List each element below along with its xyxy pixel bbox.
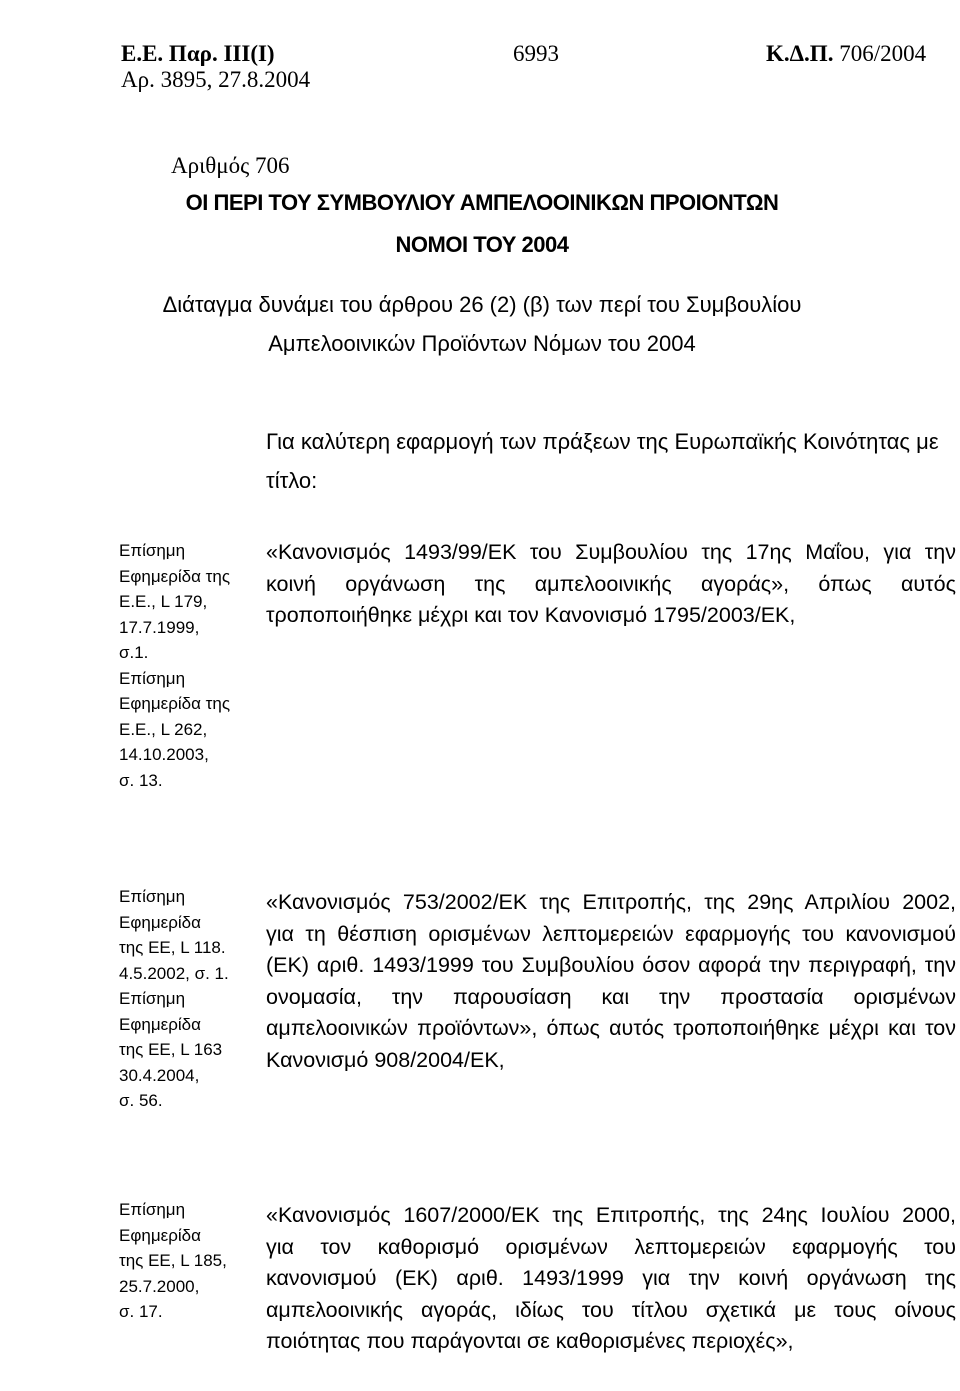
note-line: Επίσημη bbox=[119, 887, 186, 906]
note-line: Επίσημη bbox=[119, 1200, 186, 1219]
paragraph-line: ποιότητας που παράγονται σε καθορισμένες περιοχές», bbox=[266, 1329, 794, 1353]
margin-note-2 bbox=[119, 884, 259, 1114]
regulation-paragraph-3 bbox=[266, 1200, 956, 1358]
note-line: 17.7.1999, bbox=[119, 617, 200, 637]
note-line: Επίσημη bbox=[119, 541, 186, 560]
note-line: Εφημερίδα bbox=[119, 912, 201, 932]
note-line: 30.4.2004, bbox=[119, 1065, 200, 1085]
intro-line-1: Για καλύτερη εφαρμογή των πράξεων της Ευρωπαϊκής Κοινότητας με bbox=[266, 429, 939, 454]
paragraph-line: «Κανονισμός 1493/99/ΕΚ του Συμβουλίου της 17ης Μαΐου, για την bbox=[266, 540, 956, 564]
note-line: της ΕΕ, L 185, bbox=[119, 1251, 227, 1270]
gazette-reference: Ε.Ε. Παρ. III(I) bbox=[121, 41, 275, 66]
kdp-prefix: Κ.Δ.Π. bbox=[766, 41, 834, 66]
paragraph-line: για τον καθορισμό ορισμένων λεπτομερειών εφαρμογής του bbox=[266, 1234, 956, 1259]
note-line: σ. 13. bbox=[119, 770, 163, 790]
note-line: σ.1. bbox=[119, 643, 149, 662]
note-line: 4.5.2002, σ. 1. bbox=[119, 963, 229, 983]
note-line: Ε.Ε., L 179, bbox=[119, 592, 208, 611]
paragraph-line: αμπελοοινικών προϊόντων», όπως αυτός τροποποιήθηκε μέχρι και τον bbox=[266, 1016, 956, 1040]
note-line: Επίσημη bbox=[119, 989, 186, 1008]
paragraph-line: ονομασία, την παρουσίαση και την προστασία ορισμένων bbox=[266, 984, 956, 1009]
note-line: Ε.Ε., L 262, bbox=[119, 719, 208, 739]
page-number: 6993 bbox=[513, 41, 559, 66]
decree-title-line-1: Διάταγμα δυνάμει του άρθρου 26 (2) (β) των περί του Συμβουλίου bbox=[162, 292, 802, 317]
paragraph-line: (ΕΚ) αριθ. 1493/1999 του Συμβουλίου όσον αφορά την περιγραφή, την bbox=[266, 953, 956, 977]
note-line: της ΕΕ, L 118. bbox=[119, 938, 226, 957]
margin-note-3 bbox=[119, 1197, 259, 1325]
note-line: Εφημερίδα bbox=[119, 1225, 201, 1245]
note-line: Επίσημη bbox=[119, 668, 186, 688]
law-title-line-2: ΝΟΜΟΙ ΤΟΥ 2004 bbox=[395, 232, 569, 257]
kdp-reference bbox=[766, 40, 926, 68]
issue-reference: Αρ. 3895, 27.8.2004 bbox=[121, 67, 311, 92]
note-line: 14.10.2003, bbox=[119, 745, 209, 764]
paragraph-line: αμπελοοινικής αγοράς, ιδίως του τίτλου σχετικά με τους οίνους bbox=[266, 1297, 956, 1322]
note-line: Εφημερίδα της bbox=[119, 566, 231, 586]
decree-number: Αριθμός 706 bbox=[171, 153, 290, 178]
regulation-paragraph-1 bbox=[266, 537, 956, 632]
note-line: της ΕΕ, L 163 bbox=[119, 1040, 223, 1059]
kdp-number: 706/2004 bbox=[839, 41, 927, 66]
note-line: Εφημερίδα της bbox=[119, 694, 231, 713]
note-line: Εφημερίδα bbox=[119, 1014, 201, 1034]
paragraph-line: κανονισμού (ΕΚ) αριθ. 1493/1999 για την κοινή οργάνωση της bbox=[266, 1266, 956, 1290]
law-title-line-1: ΟΙ ΠΕΡΙ ΤΟΥ ΣΥΜΒΟΥΛΙΟΥ ΑΜΠΕΛΟΟΙΝΙΚΩΝ ΠΡΟΙΟΝΤΩΝ bbox=[185, 190, 779, 215]
note-line: 25.7.2000, bbox=[119, 1276, 200, 1296]
paragraph-line: για τη θέσπιση ορισμένων λεπτομερειών εφαρμογής του κανονισμού bbox=[266, 921, 956, 946]
paragraph-line: Κανονισμό 908/2004/ΕΚ, bbox=[266, 1047, 505, 1072]
paragraph-line: «Κανονισμός 1607/2000/ΕΚ της Επιτροπής, της 24ης Ιουλίου 2000, bbox=[266, 1203, 956, 1227]
note-line: σ. 17. bbox=[119, 1302, 163, 1321]
paragraph-line: τροποποιήθηκε μέχρι και τον Κανονισμό 1795/2003/ΕΚ, bbox=[266, 603, 796, 627]
regulation-paragraph-2 bbox=[266, 887, 956, 1076]
note-line: σ. 56. bbox=[119, 1091, 163, 1110]
decree-title-line-2: Αμπελοοινικών Προϊόντων Νόμων του 2004 bbox=[268, 331, 696, 356]
margin-note-1 bbox=[119, 538, 259, 793]
paragraph-line: «Κανονισμός 753/2002/ΕΚ της Επιτροπής, της 29ης Απριλίου 2002, bbox=[266, 890, 956, 914]
intro-line-2: τίτλο: bbox=[266, 468, 318, 493]
paragraph-line: κοινή οργάνωση της αμπελοοινικής αγοράς», όπως αυτός bbox=[266, 571, 956, 596]
